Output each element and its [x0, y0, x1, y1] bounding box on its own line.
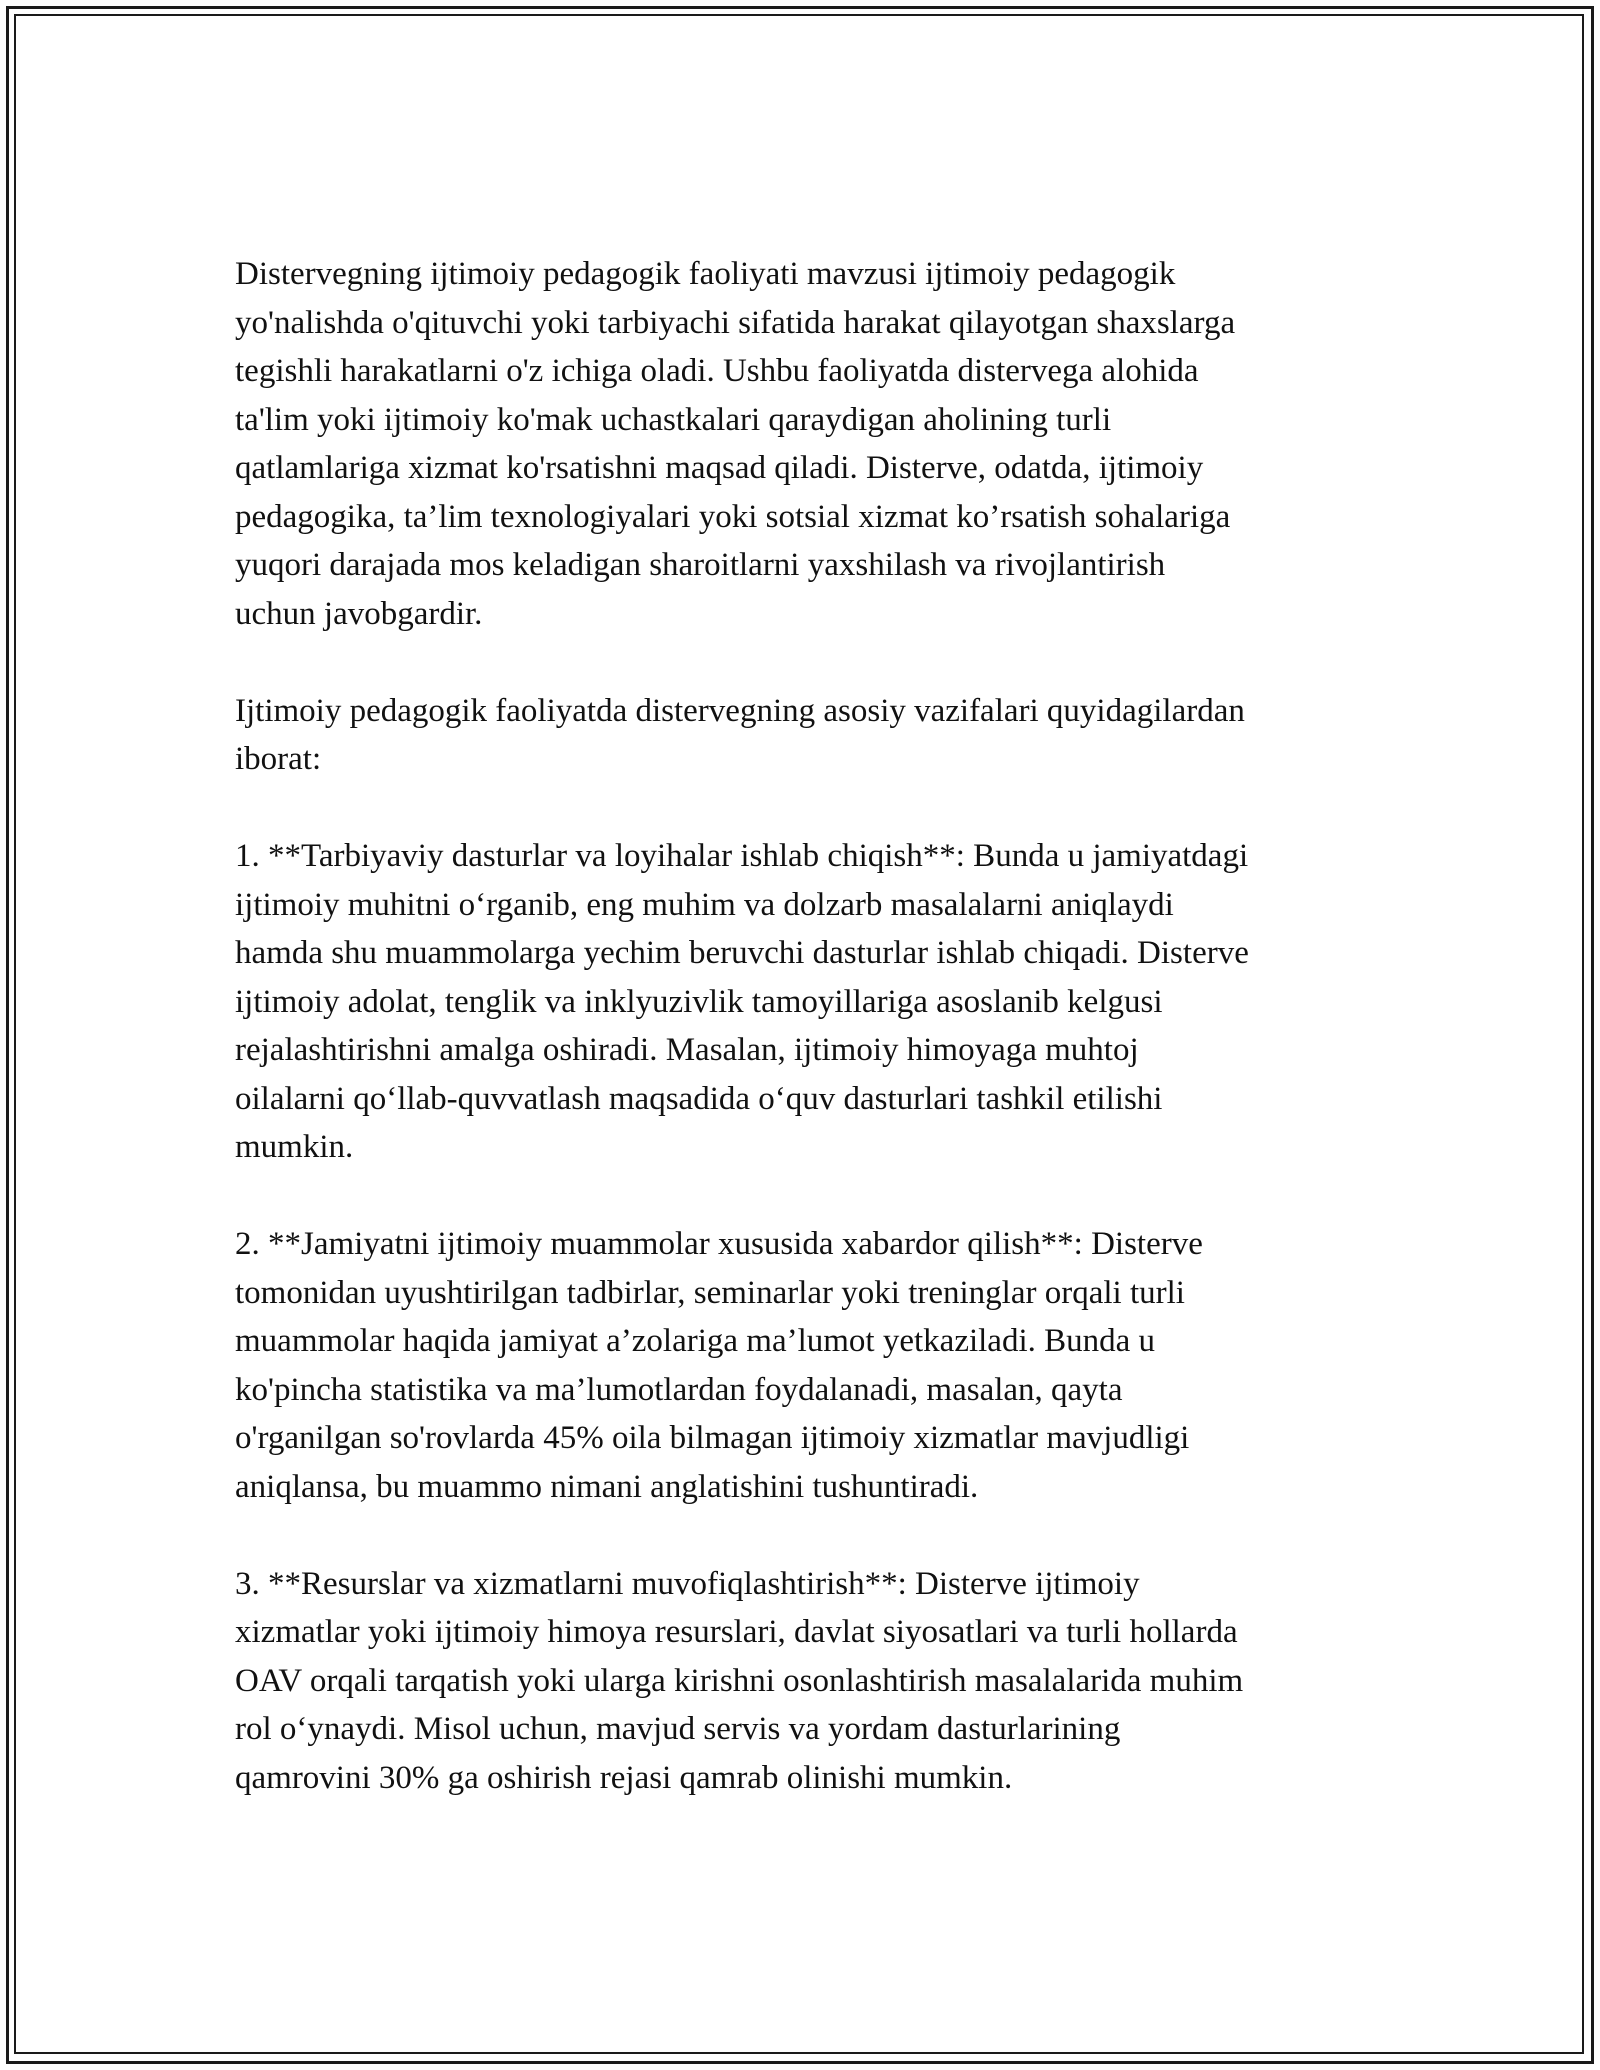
list-item-2: 2. **Jamiyatni ijtimoiy muammolar xususida xabardor qilish**: Disterve tomonidan uyushtirilgan tadbirlar, seminarlar yoki treninglar orqali turli muammolar haqida jamiyat a’zolariga ma’lumot yetkaziladi. Bunda u ko'pincha statistika va ma’lumotlardan foydalanadi, masalan, qayta o'rganilgan so'rovlarda 45% oila bilmagan ijtimoiy xizmatlar mavjudligi aniqlansa, bu muammo nimani anglatishini tushuntiradi.: [235, 1226, 1203, 1505]
list-item-3: 3. **Resurslar va xizmatlarni muvofiqlashtirish**: Disterve ijtimoiy xizmatlar yoki ijtimoiy himoya resurslari, davlat siyosatlari va turli hollarda OAV orqali tarqatish yoki ularga kirishni osonlashtirish masalalarida muhim rol o‘ynaydi. Misol uchun, mavjud servis va yordam dasturlarining qamrovini 30% ga oshirish rejasi qamrab olinishi mumkin.: [235, 1565, 1244, 1796]
document-body: [235, 250, 1385, 1851]
paragraph-tasks-heading: Ijtimoiy pedagogik faoliyatda distervegning asosiy vazifalari quyidagilardan iborat:: [235, 692, 1245, 777]
paragraph-intro: Distervegning ijtimoiy pedagogik faoliyati mavzusi ijtimoiy pedagogik yo'nalishda o'qituvchi yoki tarbiyachi sifatida harakat qilayotgan shaxslarga tegishli harakatlarni o'z ichiga oladi. Ushbu faoliyatda distervega alohida ta'lim yoki ijtimoiy ko'mak uchastkalari qaraydigan aholining turli qatlamlariga xizmat ko'rsatishni maqsad qiladi. Disterve, odatda, ijtimoiy pedagogika, ta’lim texnologiyalari yoki sotsial xizmat ko’rsatish sohalariga yuqori darajada mos keladigan sharoitlarni yaxshilash va rivojlantirish uchun javobgardir.: [235, 256, 1236, 632]
list-item-1: 1. **Tarbiyaviy dasturlar va loyihalar ishlab chiqish**: Bunda u jamiyatdagi ijtimoiy muhitni o‘rganib, eng muhim va dolzarb masalalarni aniqlaydi hamda shu muammolarga yechim beruvchi dasturlar ishlab chiqadi. Disterve ijtimoiy adolat, tenglik va inklyuzivlik tamoyillariga asoslanib kelgusi rejalashtirishni amalga oshiradi. Masalan, ijtimoiy himoyaga muhtoj oilalarni qo‘llab-quvvatlash maqsadida o‘quv dasturlari tashkil etilishi mumkin.: [235, 838, 1249, 1165]
